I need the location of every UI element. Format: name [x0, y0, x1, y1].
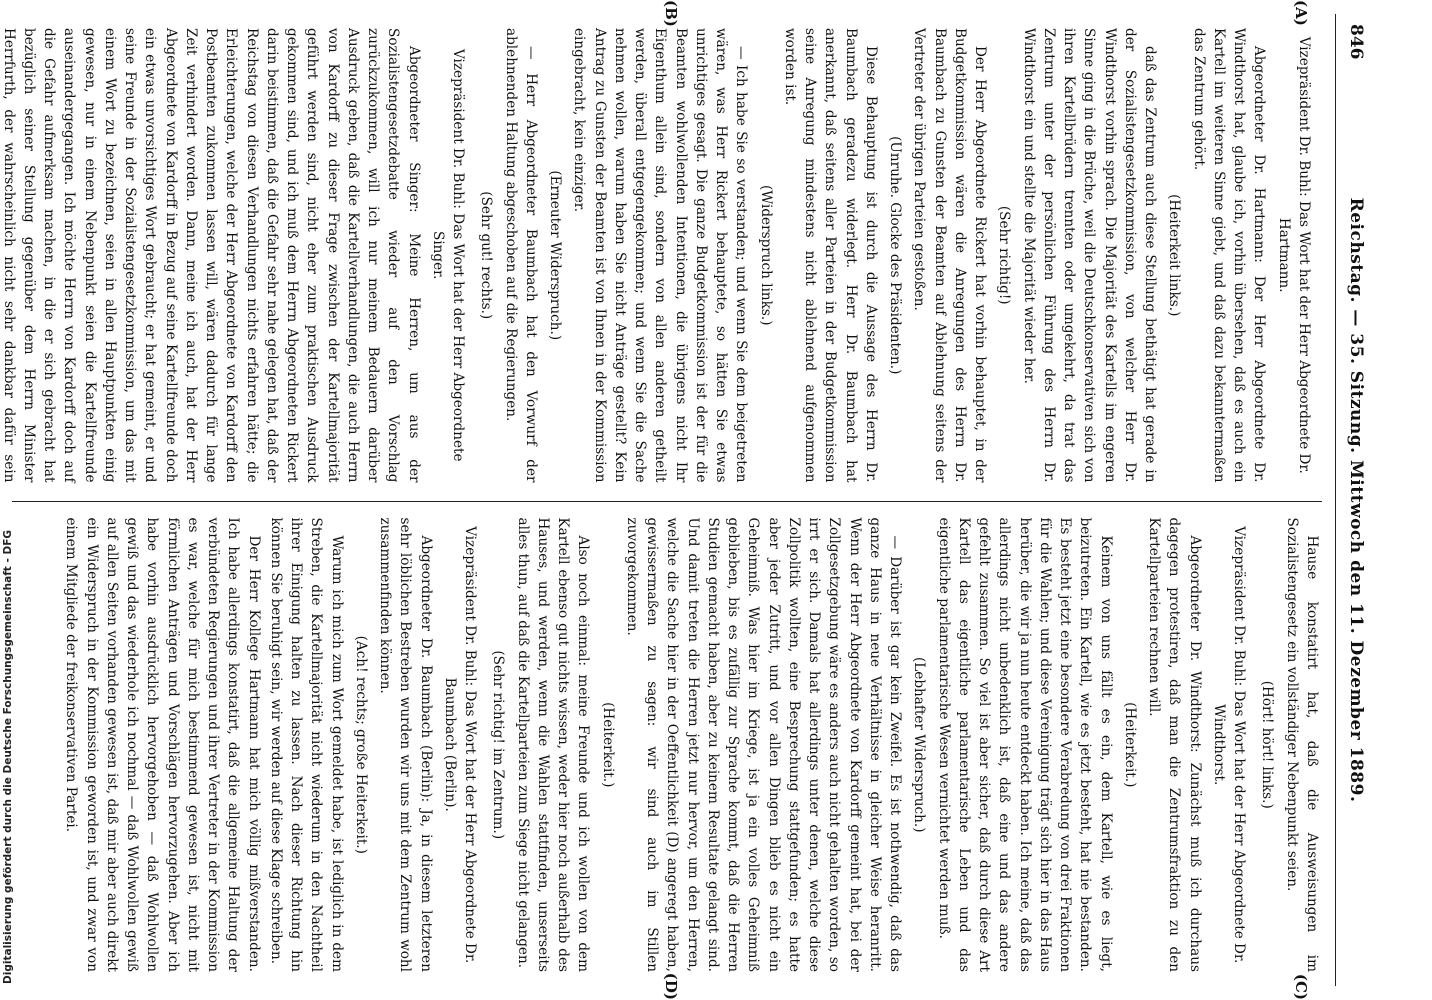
- margin-marker-b: (B): [662, 0, 680, 27]
- speaker-announcement: Vizepräsident Dr. Buhl: Das Wort hat der Herr Abgeordnete Dr. Windthorst.: [1211, 526, 1248, 964]
- page-number: 846: [1346, 24, 1366, 60]
- speaker-announcement: Vizepräsident Dr. Buhl: Das Wort hat der Herr Abgeordnete Dr. Baumbach (Berlin).: [442, 526, 479, 964]
- speech-paragraph: Abgeordneter Singer: Meine Herren, um aus der Sozialistengesetzdebatte wieder auf den Vorschlag zurückzukommen, will ich nur meinem Bedauern darüber Ausdruck geben, daß die Kartellverhandlungen, die auch Herrn von Kardorff zu dieser Frage zwischen der Kartellmajorität geführt werden sind, nicht eher zum praktischen Ausdruck gekommen sind, und ich muß dem Herrn Abgeordneten Rickert darin beistimmen, daß die Gefahr sehr nahe gelegen hat, daß der Reichstag von diesen Verhandlungen nichts erfahren hätte; die Erleichterungen, welche der Herr Abgeordnete von Kardorff den Postbeamten zukommen lassen will, wären dadurch für lange Zeit verhindert worden. Dann, meine ich auch, hat der Herr Abgeordnete von Kardorff in Bezug auf seine Kartellfreunde doch ein etwas unvorsichtiges Wort gebraucht; er hat gemeint, er und seine Freunde in der Sozialistengesetzkommission, um das mit einem Wort zu bezeichnen, seien in allen Hauptpunkten einig gewesen, nur in einem Nebenpunkt seien die Kartellfreunde auseinandergegangen. Ich möchte Herrn von Kardorff doch auf die Gefahr aufmerksam machen, in die er sich gebracht hat bezüglich seiner Stellung gegenüber dem Herrn Minister Herrfurth, der wahrscheinlich nicht sehr dankbar dafür sein: [0, 28, 422, 483]
- audience-reaction: (Sehr richtig! im Zentrum.): [490, 650, 507, 840]
- audience-reaction: (Heiterkeit.): [1122, 702, 1138, 788]
- audience-reaction: (Widerspruch links.): [757, 184, 774, 326]
- speech-paragraph: daß das Zentrum auch diese Stellung bethätigt hat gerade in der Sozialistengesetzkommission, von welcher Herr Dr. Windthorst vorhin sprach. Die Majorität des Kartells im engeren Sinne ging in die Brüche, weil die Deutschkonservativen sich von ihren Kartellbrüdern trennten oder umgekehrt, da trat das Zentrum unter der persönlichen Führung des Herrn Dr. Windthorst ein und stellte die Majorität wieder her.: [1020, 28, 1159, 483]
- speech-paragraph: Abgeordneter Dr. Windthorst: Zunächst muß ich durchaus dagegen protestiren, daß man die Zentrumsfraktion zu den Kartellparteien rechnen will.: [1146, 517, 1203, 972]
- speech-paragraph: — Ich habe Sie so verstanden; und wenn Sie dem beigetreten wären, was Herr Rickert behauptete, so hätten Sie etwas unrichtiges gesagt. Die ganze Budgetkommission ist der für die Beamten wohlwollenden Intentionen, die übrigens nicht Ihr Eigenthum allein sind, sondern von allen anderen getheilt werden, überall entgegengekommen; und wenn Sie die Sache nehmen wollen, warum haben Sie nicht Anträge gestellt? Kein Antrag zu Gunsten der Beamten ist von Ihnen in der Kommission eingebracht, kein einziger.: [571, 28, 750, 483]
- speech-paragraph: Abgeordneter Dr. Hartmann: Der Herr Abgeordnete Dr. Windthorst hat, glaube ich, vorhin übersehen, daß es auch ein Kartell im weiteren Sinne giebt, und daß dazu bekanntermaßen das Zentrum gehört.: [1190, 28, 1268, 483]
- audience-reaction: (Heiterkeit.): [599, 702, 616, 788]
- speech-paragraph: Der Herr Abgeordnete Rickert hat vorhin behauptet, in der Budgetkommission wären die Anregungen des Herrn Dr. Baumbach zu Gunsten der Beamten auf Ablehnung seitens der Vertreter der übrigen Parteien gestoßen.: [911, 28, 989, 483]
- speech-paragraph: Diese Behauptung ist durch die Aussage des Herrn Dr. Baumbach geradezu widerlegt. Herr Dr. Baumbach hat anerkannt, daß seitens aller Parteien in der Budgetkommission seine Anregung mindestens nicht ablehnend aufgenommen worden ist.: [782, 28, 879, 483]
- page-title: Reichstag. — 35. Sitzung. Mittwoch den 11. Dezember 1889.: [1346, 197, 1366, 803]
- left-column: [0, 28, 1322, 483]
- audience-reaction: (Hört! hört! links.): [1259, 680, 1276, 809]
- speech-paragraph: Abgeordneter Dr. Baumbach (Berlin): Ja, in diesem letzteren sehr löblichen Bestreben wurden wir uns mit dem Zentrum wohl zusammenfinden können.: [377, 517, 434, 972]
- digitization-credit: Digitalisierung gefördert durch die Deutsche Forschungsgemeinschaft - DFG: [2, 530, 14, 984]
- margin-marker-a: (A): [1292, 0, 1310, 26]
- speech-paragraph: Keinem von uns fällt es ein, dem Kartell, wie es liegt, beizutreten. Ein Kartell, wie es jetzt besteht, hat nie bestanden. Es besteht jetzt eine besondere Verabredung von drei Fraktionen für die Wahlen; und diese Vereinigung trägt sich hier in das Haus herüber, die wir ja nun heute entdeckt haben. Ich meine, daß das allerdings nicht unbedenklich ist, daß eine und das andere gefehlt zusammen. So viel ist aber sicher, daß durch diese Art Kartell das eigentliche parlamentarische Leben und das eigentliche parlamentarische Wesen vernichtet werden muß.: [935, 517, 1114, 972]
- speech-paragraph: — Herr Abgeordneter Baumbach hat den Vorwurf der ablehnenden Haltung abgeschoben auf die Regierungen.: [502, 28, 539, 483]
- audience-reaction: (Sehr gut! rechts.): [478, 191, 495, 320]
- speech-paragraph: Der Herr Kollege Hartmann hat mich völlig mißverstanden. Ich habe allerdings konstatirt, daß die allgemeine Haltung der verbündeten Regierungen und ihrer Vertreter in der Kommission es war, welche für mich bestimmend gewesen ist, nicht mit förmlichen Anträgen und Vorschlägen hervorzugehen. Aber ich habe vorhin ausdrücklich hervorgehoben — daß Wohlwollen gewiß und das wiederhole ich nochmal — daß Wohlwollen gewiß auf allen Seiten vorhanden gewesen ist, daß mir aber auch direkt ein Widerspruch in der Kommission geworden ist, und zwar von einem Mitgliede der freikonservativen Partei.: [63, 517, 262, 972]
- speaker-announcement: Vizepräsident Dr. Buhl: Das Wort hat der Herr Abgeordnete Dr. Hartmann.: [1275, 36, 1312, 474]
- page-header: [1335, 14, 1380, 986]
- audience-reaction: (Sehr richtig!): [996, 205, 1013, 305]
- speech-paragraph: — Darüber ist gar kein Zweifel. Es ist nothwendig, daß das ganze Haus in neue Verhältnisse in gleicher Weise heranritt. Wenn der Herr Abgeordnete von Kardorff gemeint hat, bei der Zollgesetzgebung wäre es anders auch nicht gehalten worden, so irrt er sich. Damals hat allerdings unter denen, welche diese Zollpolitik wollten, eine Besprechung stattgefunden; es hatte aber jeder Zutritt, und vor allen Dingen blieb es nicht ein Geheimniß. Was hier im Kriege, ist ja ein volles Geheimniß geblieben, bis es zufällig zur Sprache kommt, daß die Herren Studien gemacht haben, aber zu keinem Resultate gelangt sind. Und damit treten die Herren jetzt nur hervor, um den Herren, welche die Sache hier in der Oeffentlichkeit (D) angeregt haben, gewissermaßen zu sagen: wir sind auch im Stillen zuvorgekommen.: [624, 517, 904, 972]
- speech-paragraph: Hause konstatirt hat, daß die Ausweisungen im Sozialistengesetz ein vollständiger Nebenpunkt seien.: [1283, 517, 1320, 972]
- audience-reaction: (Lebhafter Widerspruch.): [911, 656, 928, 833]
- margin-marker-d: (D): [662, 972, 680, 1000]
- right-column: [12, 501, 1322, 973]
- audience-reaction: (Erneuter Widerspruch.): [547, 170, 564, 341]
- speech-paragraph: Warum ich mich zum Wort gemeldet habe, ist lediglich in dem Streben, die Kartellmajorität nicht wiederum in den Nachtheil ihrer Einigung halten zu lassen. Nach dieser Richtung hin können Sie beruhigt sein, wir werden auf diese Klage schreiben.: [268, 517, 345, 972]
- margin-marker-c: (C): [1292, 973, 1310, 1000]
- audience-reaction: (Ach! rechts; große Heiterkeit.): [353, 635, 369, 854]
- speaker-announcement: Vizepräsident Dr. Buhl: Das Wort hat der Herr Abgeordnete Singer.: [430, 48, 467, 462]
- audience-reaction: (Unruhe. Glocke des Präsidenten.): [887, 136, 904, 375]
- speech-paragraph: Also noch einmal: meine Freunde und ich wollen von dem Kartell ebenso gut nichts wissen, weder hier noch außerhalb des Hauses, und werden, wenn die Wahlen stattfinden, unserseits alles thun, auf daß die Kartellparteien zum Siege nicht gelangen.: [514, 517, 592, 972]
- audience-reaction: (Heiterkeit links.): [1166, 194, 1183, 317]
